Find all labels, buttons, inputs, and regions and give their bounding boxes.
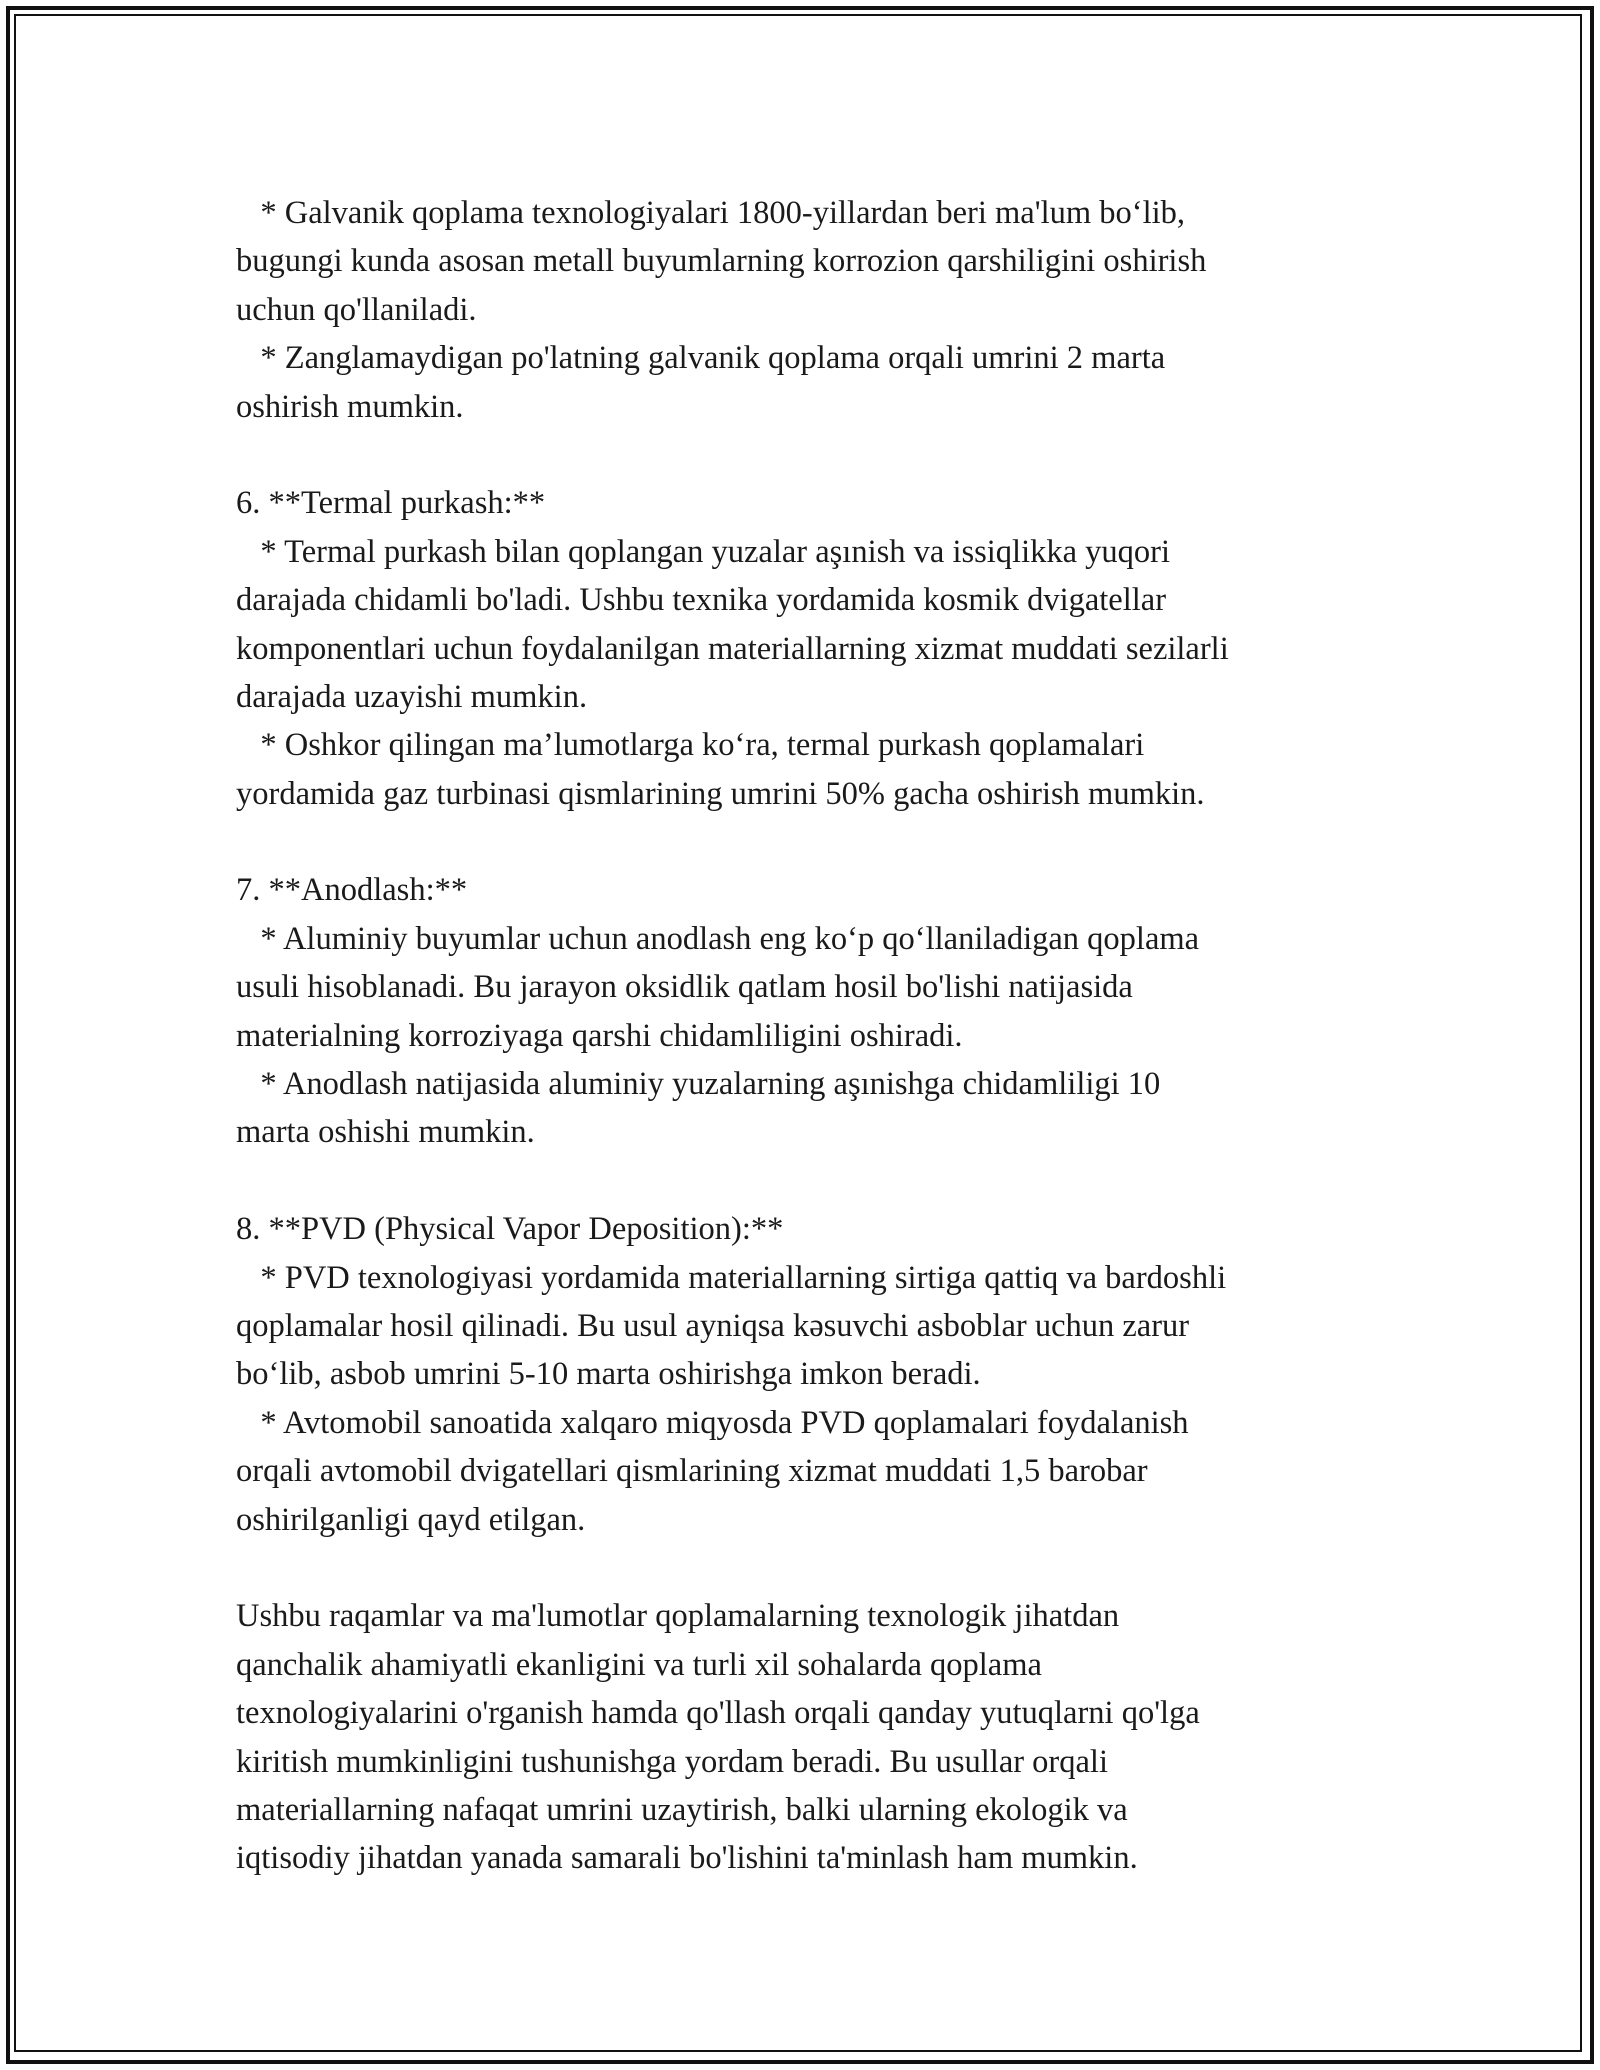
- section-heading: 6. **Termal purkash:**: [236, 485, 546, 522]
- text-line: darajada chidamli bo'ladi. Ushbu texnika yordamida kosmik dvigatellar: [236, 582, 1167, 619]
- text-line: * Oshkor qilingan ma’lumotlarga ko‘ra, termal purkash qoplamalari: [236, 727, 1145, 764]
- paragraph-spacer: [236, 1544, 1386, 1592]
- document-body: [236, 189, 1386, 1883]
- text-line: komponentlari uchun foydalanilgan materiallarning xizmat muddati sezilarli: [236, 630, 1229, 667]
- intro-bullet: [236, 189, 1386, 334]
- section-bullet: [236, 1399, 1386, 1544]
- section-heading: 8. **PVD (Physical Vapor Deposition):**: [236, 1211, 784, 1248]
- intro-bullet: [236, 334, 1386, 431]
- section-bullet: [236, 1060, 1386, 1157]
- text-line: texnologiyalarini o'rganish hamda qo'llash orqali qanday yutuqlarni qo'lga: [236, 1695, 1200, 1732]
- section-anodlash: [236, 866, 1386, 1156]
- section-bullet: [236, 528, 1386, 722]
- paragraph-spacer: [236, 1157, 1386, 1205]
- text-line: * Anodlash natijasida aluminiy yuzalarning aşınishga chidamliligi 10: [236, 1066, 1161, 1103]
- text-line: usuli hisoblanadi. Bu jarayon oksidlik qatlam hosil bo'lishi natijasida: [236, 969, 1133, 1006]
- text-line: oshirish mumkin.: [236, 388, 464, 425]
- section-termal-purkash: [236, 479, 1386, 818]
- paragraph-spacer: [236, 431, 1386, 479]
- text-line: * Termal purkash bilan qoplangan yuzalar aşınish va issiqlikka yuqori: [236, 533, 1171, 570]
- text-line: iqtisodiy jihatdan yanada samarali bo'lishini ta'minlash ham mumkin.: [236, 1840, 1138, 1877]
- section-heading: 7. **Anodlash:**: [236, 872, 468, 909]
- text-line: * PVD texnologiyasi yordamida materiallarning sirtiga qattiq va bardoshli: [236, 1259, 1227, 1296]
- paragraph-spacer: [236, 818, 1386, 866]
- text-line: bo‘lib, asbob umrini 5-10 marta oshirishga imkon beradi.: [236, 1356, 981, 1393]
- text-line: * Aluminiy buyumlar uchun anodlash eng ko‘p qo‘llaniladigan qoplama: [236, 920, 1200, 957]
- section-bullet: [236, 1254, 1386, 1399]
- text-line: * Avtomobil sanoatida xalqaro miqyosda PVD qoplamalari foydalanish: [236, 1404, 1189, 1441]
- text-line: marta oshishi mumkin.: [236, 1114, 535, 1151]
- text-line: * Zanglamaydigan po'latning galvanik qoplama orqali umrini 2 marta: [236, 340, 1166, 377]
- section-bullet: [236, 721, 1386, 818]
- conclusion-paragraph: [236, 1592, 1386, 1882]
- text-line: qoplamalar hosil qilinadi. Bu usul ayniqsa kəsuvchi asboblar uchun zarur: [236, 1307, 1190, 1344]
- text-line: oshirilganligi qayd etilgan.: [236, 1501, 586, 1538]
- section-bullet: [236, 915, 1386, 1060]
- text-line: yordamida gaz turbinasi qismlarining umrini 50% gacha oshirish mumkin.: [236, 775, 1205, 812]
- text-line: materialning korroziyaga qarshi chidamliligini oshiradi.: [236, 1017, 963, 1054]
- text-line: qanchalik ahamiyatli ekanligini va turli xil sohalarda qoplama: [236, 1646, 1042, 1683]
- section-pvd: [236, 1205, 1386, 1544]
- text-line: * Galvanik qoplama texnologiyalari 1800-yillardan beri ma'lum bo‘lib,: [236, 195, 1186, 231]
- text-line: materiallarning nafaqat umrini uzaytirish, balki ularning ekologik va: [236, 1791, 1128, 1828]
- text-line: uchun qo'llaniladi.: [236, 291, 477, 328]
- text-line: darajada uzayishi mumkin.: [236, 678, 588, 715]
- text-line: kiritish mumkinligini tushunishga yordam beradi. Bu usullar orqali: [236, 1743, 1108, 1780]
- text-line: orqali avtomobil dvigatellari qismlarining xizmat muddati 1,5 barobar: [236, 1453, 1148, 1490]
- text-line: Ushbu raqamlar va ma'lumotlar qoplamalarning texnologik jihatdan: [236, 1598, 1120, 1635]
- text-line: bugungi kunda asosan metall buyumlarning korrozion qarshiligini oshirish: [236, 243, 1207, 280]
